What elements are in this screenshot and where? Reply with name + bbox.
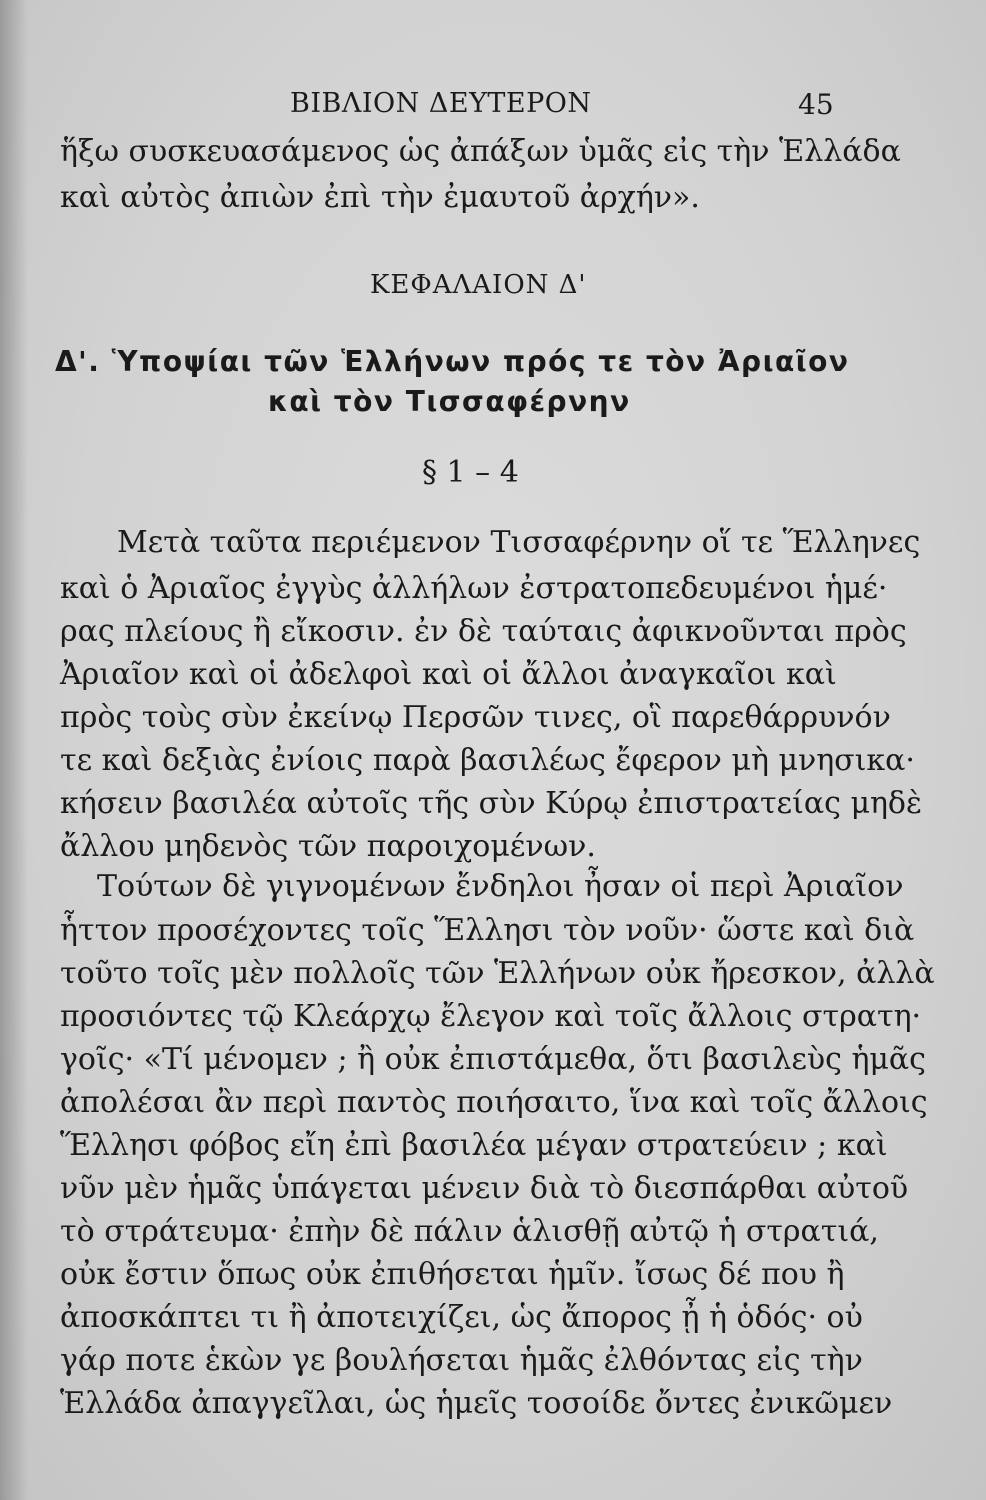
text-line: ἀποσκάπτει τι ἢ ἀποτειχίζει, ὡς ἄπορος ᾖ ἡ ὁδός· οὐ	[60, 1300, 863, 1335]
text-line: Ἕλλησι φόβος εἴη ἐπὶ βασιλέα μέγαν στρατεύειν ; καὶ	[60, 1128, 888, 1163]
text-line: πρὸς τοὺς σὺν ἐκείνῳ Περσῶν τινες, οἳ παρεθάρρυνόν	[60, 700, 891, 735]
section-range: § 1 – 4	[422, 455, 519, 490]
text-line: καὶ ὁ Ἀριαῖος ἐγγὺς ἀλλήλων ἐστρατοπεδευμένοι ἡμέ·	[60, 571, 888, 606]
text-line: κήσειν βασιλέα αὐτοῖς τῆς σὺν Κύρῳ ἐπιστρατείας μηδὲ	[60, 786, 923, 821]
text-line: προσιόντες τῷ Κλεάρχῳ ἔλεγον καὶ τοῖς ἄλλοις στρατη·	[60, 999, 922, 1034]
text-line: Ἑλλάδα ἀπαγγεῖλαι, ὡς ἡμεῖς τοσοίδε ὄντες ἐνικῶμεν	[60, 1386, 893, 1421]
page-number: 45	[798, 88, 834, 121]
chapter-summary-line: Δ'. Ὑποψίαι τῶν Ἑλλήνων πρός τε τὸν Ἀριαῖον	[55, 345, 850, 378]
text-line: ρας πλείους ἢ εἴκοσιν. ἐν δὲ ταύταις ἀφικνοῦνται πρὸς	[60, 614, 907, 649]
text-line: τὸ στράτευμα· ἐπὴν δὲ πάλιν ἁλισθῇ αὐτῷ ἡ στρατιά,	[60, 1214, 879, 1249]
text-line: καὶ αὐτὸς ἀπιὼν ἐπὶ τὴν ἐμαυτοῦ ἀρχήν».	[60, 180, 700, 215]
text-line: Μετὰ ταῦτα περιέμενον Τισσαφέρνην οἵ τε Ἕλληνες	[117, 525, 921, 560]
text-line: γοῖς· «Τί μένομεν ; ἢ οὐκ ἐπιστάμεθα, ὅτι βασιλεὺς ἡμᾶς	[60, 1042, 926, 1077]
text-line: τε καὶ δεξιὰς ἐνίοις παρὰ βασιλέως ἔφερον μὴ μνησικα·	[60, 743, 915, 778]
text-line: Ἀριαῖον καὶ οἱ ἀδελφοὶ καὶ οἱ ἄλλοι ἀναγκαῖοι καὶ	[60, 657, 837, 692]
text-line: γάρ ποτε ἑκὼν γε βουλήσεται ἡμᾶς ἐλθόντας εἰς τὴν	[60, 1343, 863, 1378]
text-line: ἄλλου μηδενὸς τῶν παροιχομένων.	[60, 829, 596, 864]
text-line: Τούτων δὲ γιγνομένων ἔνδηλοι ἦσαν οἱ περὶ Ἀριαῖον	[97, 869, 904, 904]
binding-shadow	[0, 0, 28, 1500]
text-line: οὐκ ἔστιν ὅπως οὐκ ἐπιθήσεται ἡμῖν. ἴσως δέ που ἢ	[60, 1257, 845, 1292]
text-line: ἥξω συσκευασάμενος ὡς ἀπάξων ὑμᾶς εἰς τὴν Ἑλλάδα	[60, 134, 901, 169]
text-line: ἀπολέσαι ἂν περὶ παντὸς ποιήσαιτο, ἵνα καὶ τοῖς ἄλλοις	[60, 1085, 928, 1120]
running-title: ΒΙΒΛΙΟΝ ΔΕΥΤΕΡΟΝ	[290, 88, 592, 119]
text-line: ἧττον προσέχοντες τοῖς Ἕλλησι τὸν νοῦν· ὥστε καὶ διὰ	[60, 913, 915, 948]
chapter-summary-line: καὶ τὸν Τισσαφέρνην	[268, 385, 631, 418]
chapter-heading: ΚΕΦΑΛΑΙΟΝ Δ'	[370, 270, 587, 300]
text-line: νῦν μὲν ἡμᾶς ὑπάγεται μένειν διὰ τὸ διεσπάρθαι αὐτοῦ	[60, 1171, 909, 1206]
text-line: τοῦτο τοῖς μὲν πολλοῖς τῶν Ἑλλήνων οὐκ ἤρεσκον, ἀλλὰ	[60, 956, 935, 991]
